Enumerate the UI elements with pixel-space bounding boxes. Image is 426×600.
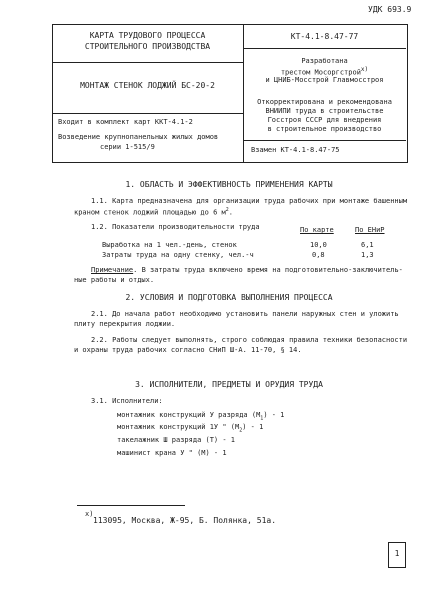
section2-p2-line1: 2.2. Работы следует выполнять, строго соблюдая правила техники безопасности [91,336,408,344]
header-divider-right-1 [243,48,406,49]
developed-line1: Разработана [301,57,348,65]
card-code: КТ-4.1-8.47-77 [290,32,359,41]
table-row-value-enir: 6,1 [361,241,374,249]
footnote-address: 113095, Москва, Ж-95, Б. Полянка, 51а. [93,516,277,525]
section2-p1-line1: 2.1. До начала работ необходимо установить панели наружных стен и уложить [91,310,399,318]
table-row-value-card: 0,8 [312,251,325,259]
section1-p1-line1: 1.1. Карта предназначена для организации труда рабочих при монтаже башенным [91,197,408,205]
card-title-line1: КАРТА ТРУДОВОГО ПРОЦЕССА [89,31,206,40]
section1-p1-line2: краном стенок лоджий площадью до 6 $м^2$. [74,207,233,217]
table-row-value-card: 10,0 [310,241,327,249]
worker-list-item: монтажник конструкций У разряда $(М_1) - 1$ [117,411,285,422]
table-row-value-enir: 1,3 [361,251,374,259]
section3-p1: 3.1. Исполнители: [91,397,163,405]
series-line2: серии 1-515/9 [100,143,155,151]
table-row-label: Затраты труда на одну стенку, чел.-ч [102,251,254,259]
approved-line1: Откорректирована и рекомендована [257,98,392,106]
approved-line2: ВНИИПИ труда в строительстве [265,107,384,115]
header-divider-right-2 [243,140,406,141]
developed-line2: трестом Мосоргстрой$^{х)}$ [280,66,369,77]
section2-p1-line2: плиту перекрытия лоджии. [74,320,176,328]
series-line1: Возведение крупнопанельных жилых домов [58,133,219,141]
section2-p2-line2: и охраны труда рабочих согласно СНиП Ш-А. 11-70, § 14. [74,346,302,354]
card-title-line2: СТРОИТЕЛЬНОГО ПРОИЗВОДСТВА [84,42,211,51]
section1-p2: 1.2. Показатели производительности труда [91,223,260,231]
table-col-by-card: По карте [300,226,334,234]
note-label: Примечание [91,266,134,274]
header-divider-left-2 [52,113,243,114]
footnote-mark: х) [85,510,94,518]
section1-heading: 1. ОБЛАСТЬ И ЭФФЕКТИВНОСТЬ ПРИМЕНЕНИЯ КАРТЫ [125,180,333,189]
page-number: 1 [394,549,400,558]
header-divider-left-1 [52,62,243,63]
work-title: МОНТАЖ СТЕНОК ЛОДЖИЙ БС-20-2 [80,81,215,90]
replaces-line: Взамен КТ-4.1-8.47-75 [251,146,340,154]
approved-line4: в строительное производство [267,125,382,133]
section3-heading: 3. ИСПОЛНИТЕЛИ, ПРЕДМЕТЫ И ОРУДИЯ ТРУДА [135,380,323,389]
worker-list-item: монтажник конструкций 1У " $(М_2) - 1$ [117,423,264,434]
developed-line3: и ЦНИБ-Мосстрой Главмосстроя [265,76,384,84]
section1-note-line1: Примечание. В затраты труда включено время на подготовительно-заключитель- [91,266,403,274]
udk-code: УДК 693.9 [368,5,412,14]
worker-list-item: такелажник Ш разряда (Т) - 1 [117,436,236,444]
table-row-label: Выработка на 1 чел.-день, стенок [102,241,237,249]
set-line: Входит в комплект карт ККТ-4.1-2 [58,118,193,126]
header-divider-vertical [243,24,244,162]
table-col-by-enir: По ЕНиР [355,226,385,234]
section1-note-line2: ные работы и отдых. [74,276,155,284]
approved-line3: Госстроя СССР для внедрения [267,116,382,124]
section2-heading: 2. УСЛОВИЯ И ПОДГОТОВКА ВЫПОЛНЕНИЯ ПРОЦЕССА [125,293,333,302]
worker-list-item: машинист крана У " (М) - 1 [117,449,227,457]
footnote-rule [77,505,185,506]
